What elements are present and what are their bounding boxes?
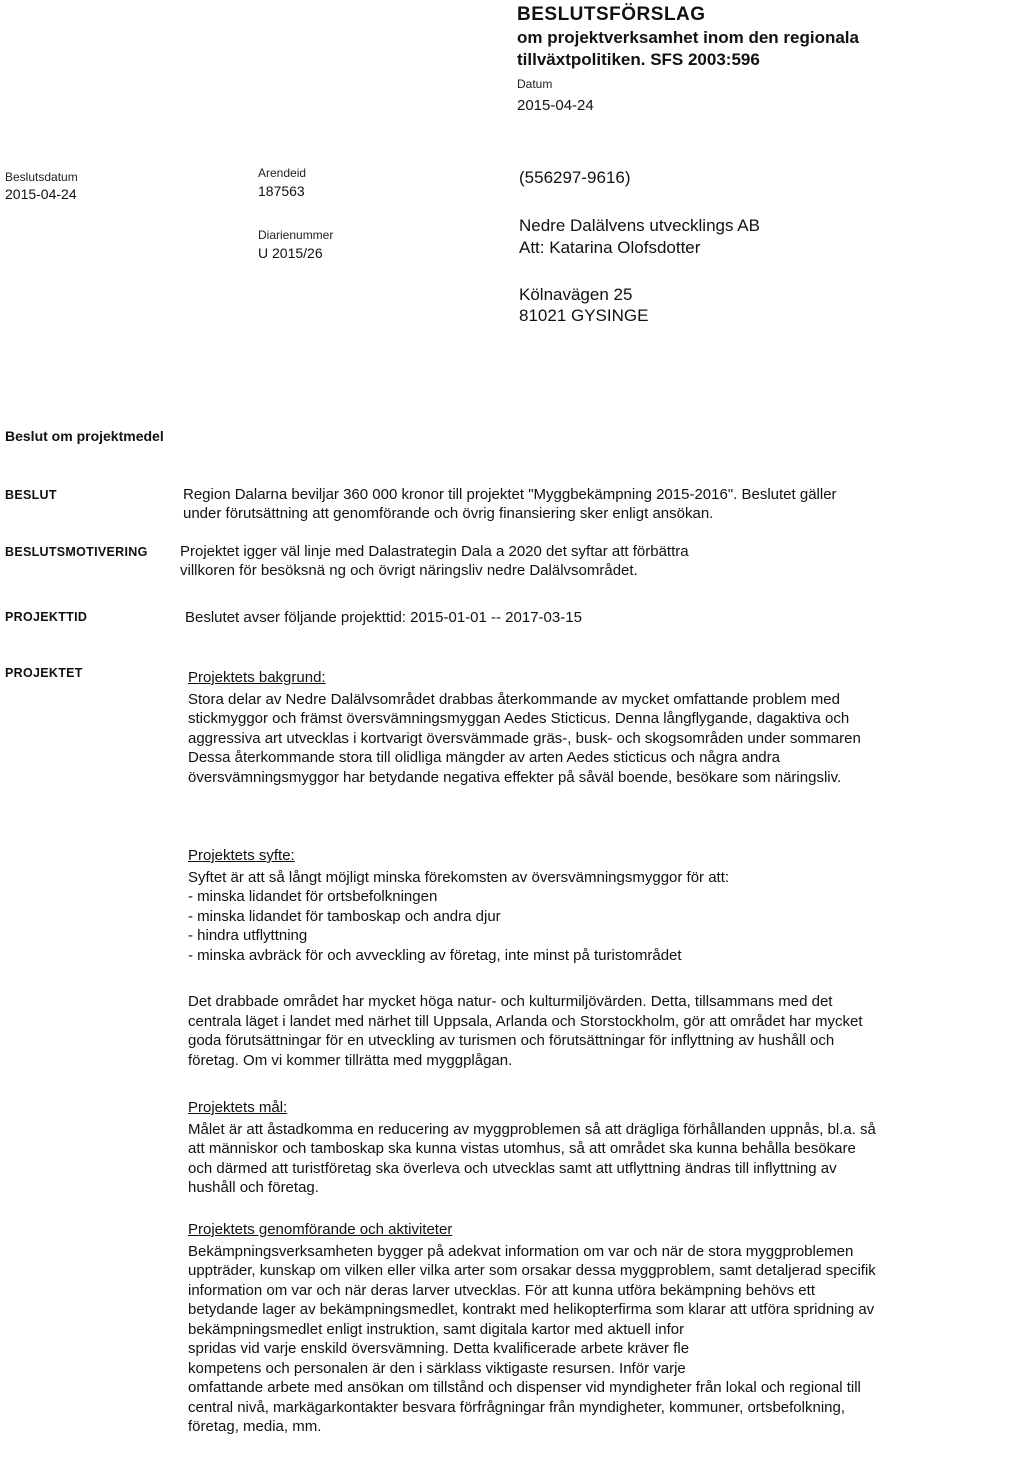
recipient-street: Kölnavägen 25 [519,285,633,304]
omrade-line: centrala läget i landet med närhet till Uppsala, Arlanda och Storstockholm, gör att området har mycket [188,1012,863,1030]
bakgrund-line: stickmyggor och främst översvämningsmyggan Aedes Sticticus. Denna långflygande, dagaktiva och [188,710,850,727]
beslut-text [183,485,1018,523]
mal-line: hushåll och företag. [188,1179,319,1196]
beslut-label: BESLUT [5,488,57,502]
mal-line: att människor och tamboskap ska kunna vistas utomhus, så att området ska kunna behålla besökare [188,1140,856,1157]
bakgrund-line: Dessa återkommande stora till olidliga mängder av arten Aedes sticticus och några andra [188,749,780,766]
syfte-line: - hindra utflyttning [188,927,308,944]
motivering-text [180,542,1015,580]
mal-line: Målet är att åstadkomma en reducering av myggproblemen så att drägliga förhållanden uppnås, bl.a. så [188,1120,876,1138]
motivering-line: Projektet igger väl linje med Dalastrategin Dala a 2020 det syftar att förbättra [180,543,689,560]
genomforande-line: betydande lager av bekämpningsmedlet, kontrakt med helikopterfirma som klarar att utföra spridning av [188,1301,875,1318]
diarienummer-label: Diarienummer [258,228,334,242]
document-title: BESLUTSFÖRSLAG [517,4,706,25]
beslutsdatum-value: 2015-04-24 [5,186,77,202]
syfte-line: - minska lidandet för tamboskap och andra djur [188,907,501,925]
recipient-org-number: (556297-9616) [519,168,631,187]
genomforande-line: företag, media, mm. [188,1418,322,1435]
recipient-postal: 81021 GYSINGE [519,306,649,325]
omrade-block [188,992,1018,1070]
genomforande-line: information om var och när deras larver utvecklas. För att kunna utföra bekämpning behövs ett [188,1281,815,1299]
beslut-line: under förutsättning att genomförande och övrig finansiering sker enligt ansökan. [183,505,714,522]
genomforande-line: spridas vid varje enskild översvämning. Detta kvalificerade arbete kräver fle [188,1340,690,1357]
mal-block [188,1098,1018,1198]
recipient-attention: Att: Katarina Olofsdotter [519,238,701,257]
genomforande-line: omfattande arbete med ansökan om tillstånd och dispenser vid myndigheter från lokal och regional till [188,1379,861,1396]
date-label: Datum [517,77,553,91]
recipient-name: Nedre Dalälvens utvecklings AB [519,216,760,235]
genomforande-line: Bekämpningsverksamheten bygger på adekvat information om var och när de stora myggproblemen [188,1242,854,1260]
genomforande-line: central nivå, markägarkontakter besvara förfrågningar från myndigheter, kommuner, ortsbefolkning, [188,1398,845,1416]
section-heading: Beslut om projektmedel [5,428,164,444]
arendeid-value: 187563 [258,183,305,199]
projektet-label: PROJEKTET [5,666,83,680]
date-value: 2015-04-24 [517,97,594,114]
document-subtitle-line-1: om projektverksamhet inom den regionala [517,28,859,47]
beslut-line: Region Dalarna beviljar 360 000 kronor till projektet "Myggbekämpning 2015-2016". Beslutet gäller [183,486,837,503]
genomforande-line: bekämpningsmedlet enligt instruktion, samt digitala kartor med aktuell infor [188,1320,685,1338]
genomforande-line: uppträder, kunskap om vilken eller vilka arter som orsakar dessa myggproblem, samt detaljerad specifik [188,1262,876,1279]
omrade-line: Det drabbade området har mycket höga natur- och kulturmiljövärden. Detta, tillsammans med det [188,993,833,1010]
mal-heading: Projektets mål: [188,1099,288,1116]
genomforande-line: kompetens och personalen är den i särklass viktigaste resursen. Inför varje [188,1359,686,1377]
beslutsdatum-label: Beslutsdatum [5,170,78,184]
projekttid-label: PROJEKTTID [5,610,88,624]
syfte-line: - minska lidandet för ortsbefolkningen [188,888,438,905]
genomforande-heading: Projektets genomförande och aktiviteter [188,1221,453,1238]
bakgrund-line: aggressiva art utvecklas i kortvarigt översvämmade gräs-, busk- och skogsområden under sommaren [188,729,861,747]
syfte-line: - minska avbräck för och avveckling av företag, inte minst på turistområdet [188,946,682,964]
mal-line: och därmed att turistföretag ska överleva och utvecklas samt att utflyttning ändras till inflyttning av [188,1159,837,1177]
bakgrund-block [188,668,1018,787]
motivering-label: BESLUTSMOTIVERING [5,545,148,559]
syfte-block [188,846,1018,965]
syfte-line: Syftet är att så långt möjligt minska förekomsten av översvämningsmyggor för att: [188,868,730,886]
bakgrund-line: översvämningsmyggor har betydande negativa effekter på såväl boende, besökare som näringsliv. [188,768,842,786]
arendeid-label: Arendeid [258,166,307,180]
document-subtitle-line-2: tillväxtpolitiken. SFS 2003:596 [517,50,760,69]
bakgrund-heading: Projektets bakgrund: [188,669,326,686]
omrade-line: företag. Om vi kommer tillrätta med myggplågan. [188,1051,513,1069]
diarienummer-value: U 2015/26 [258,245,323,261]
projekttid-text: Beslutet avser följande projekttid: 2015-01-01 -- 2017-03-15 [185,609,582,626]
motivering-line: villkoren för besöksnä ng och övrigt näringsliv nedre Dalälvsområdet. [180,562,638,579]
bakgrund-line: Stora delar av Nedre Dalälvsområdet drabbas återkommande av mycket omfattande problem med [188,690,840,708]
genomforande-block [188,1220,1018,1437]
syfte-heading: Projektets syfte: [188,847,295,864]
omrade-line: goda förutsättningar för en utveckling av turismen och förutsättningar för inflyttning av hushåll och [188,1032,835,1049]
